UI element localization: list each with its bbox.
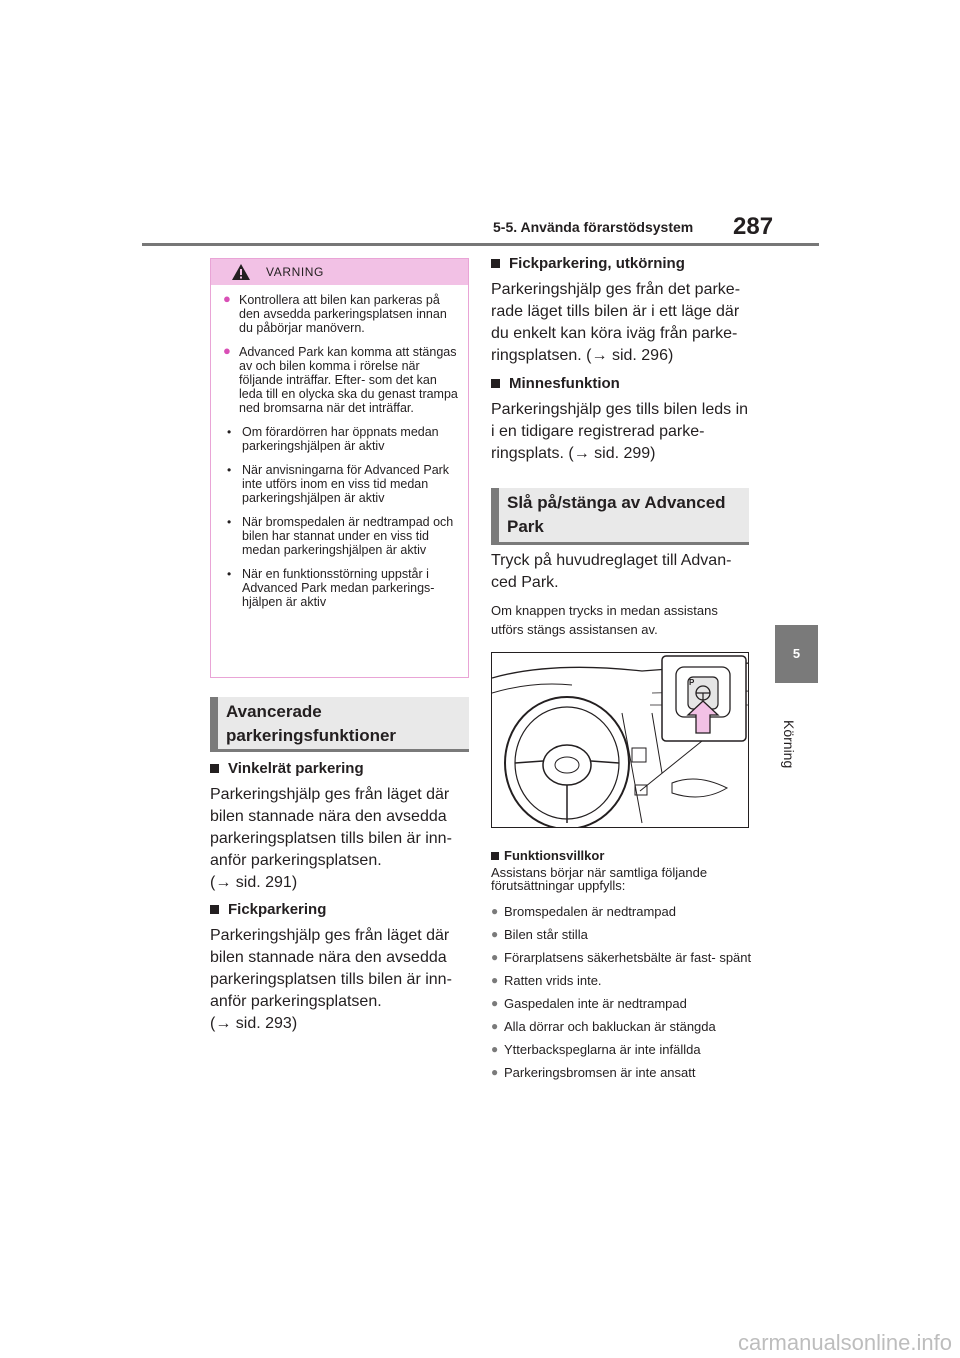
warning-item: ● Kontrollera att bilen kan parkeras på den avsedda parkeringsplatsen innan du påbörjar manövern.	[223, 293, 458, 335]
paragraph	[210, 784, 472, 894]
watermark: carmanualsonline.info	[737, 1330, 952, 1355]
warning-header	[211, 259, 468, 285]
square-bullet-icon	[210, 905, 219, 914]
condition-item: ● Bilen står stilla	[491, 928, 753, 941]
condition-item: ● Alla dörrar och bakluckan är stängda	[491, 1020, 753, 1033]
subheading-parallel-exit	[491, 255, 685, 272]
condition-item: ● Ratten vrids inte.	[491, 974, 753, 987]
paragraph-text: Parkeringshjälp ges från läget där bilen stannade nära den avsedda parkeringsplatsen tills bilen är inn- anför parkeringsplatsen.	[210, 927, 452, 1010]
warning-item: ● Advanced Park kan komma att stängas av och bilen komma i rörelse när följande inträffar. Efter- som det kan leda till en olycka ska du genast trampa ned bromsarna när det inträffar.	[223, 345, 458, 415]
warning-icon	[231, 263, 251, 281]
toggle-advanced-park-heading	[491, 488, 749, 545]
chapter-tab: 5	[775, 625, 818, 683]
page-reference: (→ sid. 293)	[210, 1015, 298, 1032]
heading-line: Slå på/stänga av Advanced	[507, 493, 726, 512]
conditions-list	[491, 905, 753, 1089]
condition-item: ● Förarplatsens säkerhetsbälte är fast- spänt	[491, 951, 753, 964]
subheading-memory	[491, 375, 620, 392]
page-number: 287	[733, 213, 774, 240]
header-divider	[142, 243, 819, 246]
condition-item: ● Gaspedalen inte är nedtrampad	[491, 997, 753, 1010]
warning-sub-item: • När anvisningarna för Advanced Park inte utförs inom en viss tid medan parkeringshjälpen är aktiv	[223, 463, 458, 505]
paragraph	[210, 925, 472, 1035]
paragraph: Parkeringshjälp ges från det parke- rade läget tills bilen är i ett läge där du enkelt kan köra iväg från parke- ringsplatsen. (→ sid. 296)	[491, 281, 741, 364]
note-text: Om knappen trycks in medan assistans utförs stängs assistansen av.	[491, 603, 718, 637]
warning-sub-item: • När en funktionsstörning uppstår i Advanced Park medan parkerings- hjälpen är aktiv	[223, 567, 458, 609]
warning-box	[210, 258, 469, 678]
subheading-text: Fickparkering	[228, 901, 327, 918]
warning-list	[211, 285, 468, 609]
square-bullet-icon	[491, 852, 499, 860]
page-reference: (→ sid. 291)	[210, 874, 298, 891]
park-button-label: P	[689, 678, 695, 687]
subheading-text: Vinkelrät parkering	[228, 760, 364, 777]
dashboard-drawing	[492, 653, 749, 828]
chapter-label: Körning	[781, 720, 797, 769]
square-bullet-icon	[491, 259, 500, 268]
subheading-perpendicular	[210, 760, 364, 777]
paragraph: Parkeringshjälp ges tills bilen leds in i en tidigare registrerad parke- ringsplats. (→ sid. 299)	[491, 401, 749, 462]
dashboard-illustration	[491, 652, 749, 828]
heading-line: Park	[507, 517, 544, 536]
subheading-parallel	[210, 901, 326, 918]
square-bullet-icon	[210, 764, 219, 773]
subheading-text: Fickparkering, utkörning	[509, 255, 685, 272]
conditions-title: Funktionsvillkor	[504, 848, 605, 863]
warning-sub-item: • När bromspedalen är nedtrampad och bilen har stannat under en viss tid medan parkeringshjälpen är aktiv	[223, 515, 458, 557]
heading-line: parkeringsfunktioner	[226, 726, 397, 745]
warning-sub-item: • Om förardörren har öppnats medan parkeringshjälpen är aktiv	[223, 425, 458, 453]
condition-item: ● Bromspedalen är nedtrampad	[491, 905, 753, 918]
paragraph-text: Parkeringshjälp ges från läget där bilen stannade nära den avsedda parkeringsplatsen tills bilen är inn- anför parkeringsplatsen.	[210, 786, 452, 869]
subheading-text: Minnesfunktion	[509, 375, 620, 392]
section-title: 5-5. Använda förarstödsystem	[493, 219, 694, 235]
conditions-intro: Assistans börjar när samtliga följande förutsättningar uppfylls:	[491, 865, 708, 893]
instruction-text: Tryck på huvudreglaget till Advan- ced Park.	[491, 552, 732, 591]
square-bullet-icon	[491, 379, 500, 388]
condition-item: ● Ytterbackspeglarna är inte infällda	[491, 1043, 753, 1056]
advanced-functions-heading	[210, 697, 469, 752]
warning-title: VARNING	[266, 265, 324, 279]
condition-item: ● Parkeringsbromsen är inte ansatt	[491, 1066, 753, 1079]
heading-line: Avancerade	[226, 702, 322, 721]
conditions-heading	[491, 848, 604, 863]
